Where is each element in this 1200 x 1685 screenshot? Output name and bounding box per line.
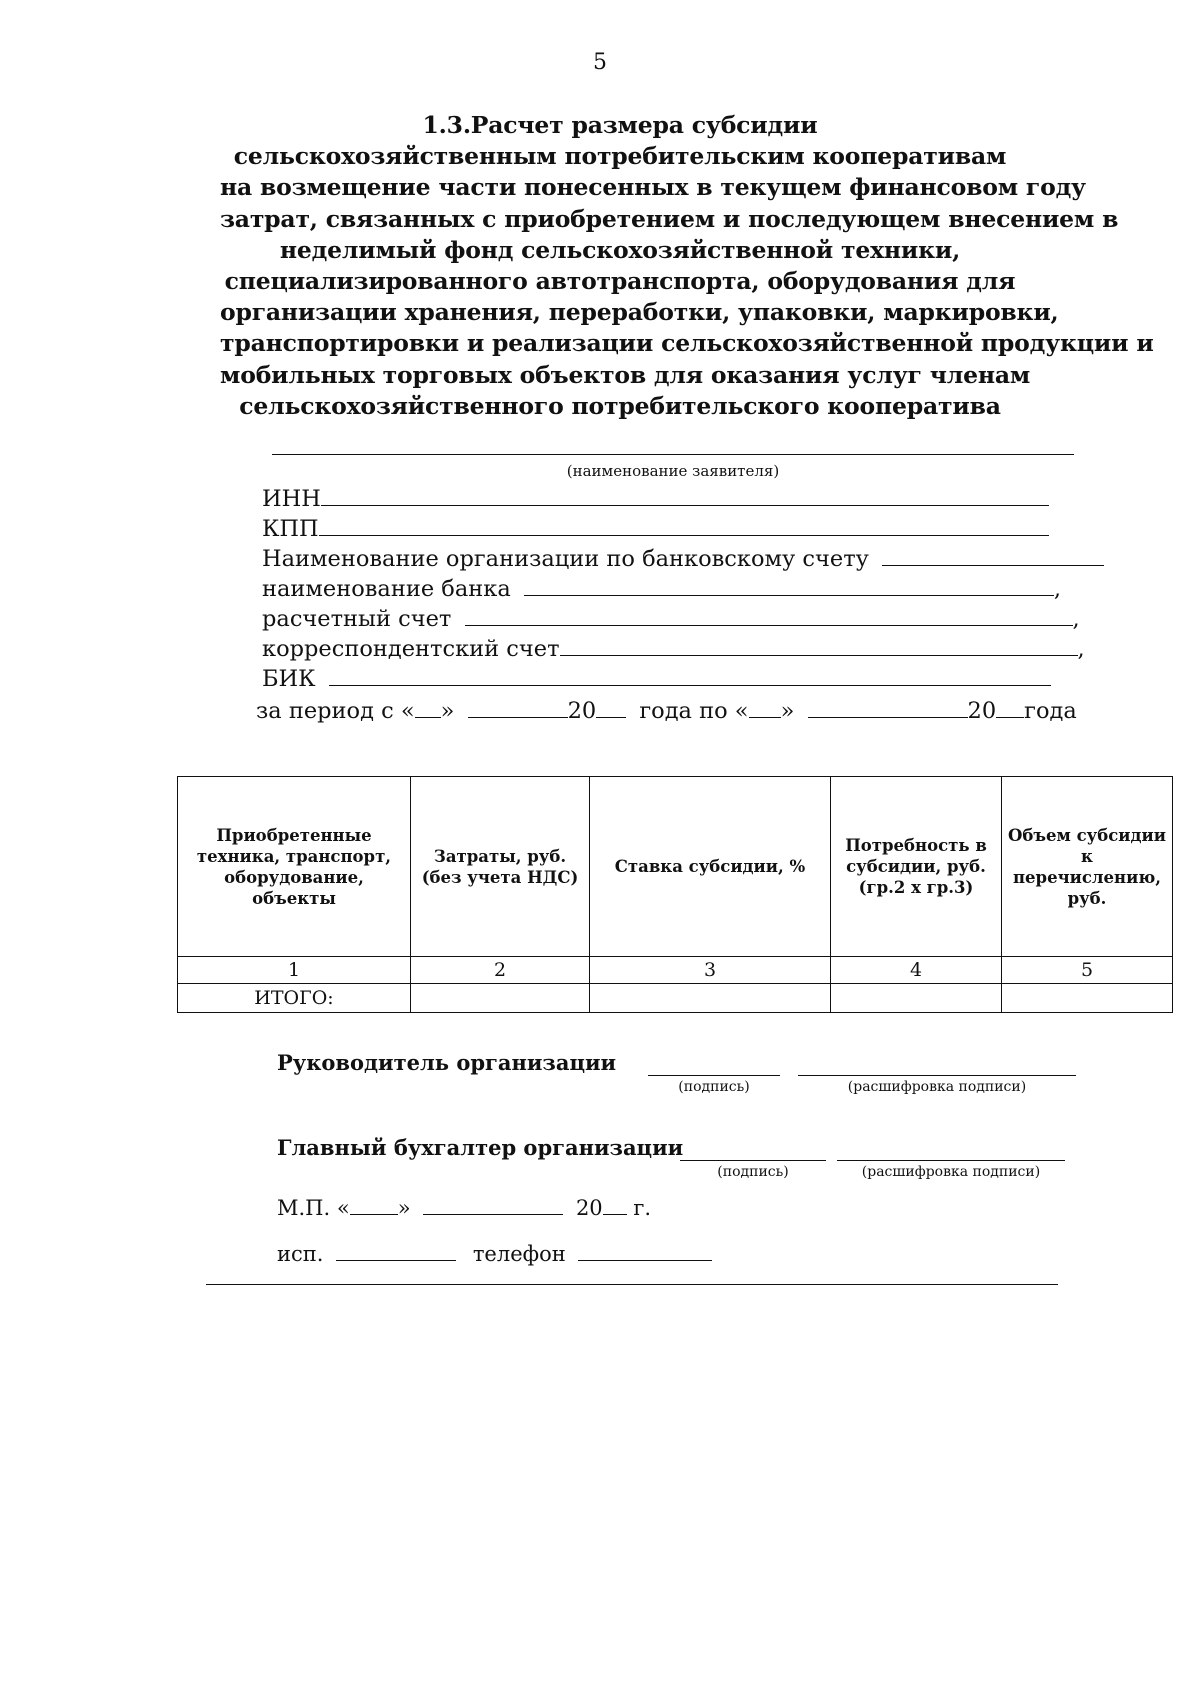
applicant-name-line[interactable] — [272, 454, 1074, 455]
executor-row — [277, 1240, 712, 1266]
chief-signature-line[interactable] — [680, 1160, 826, 1161]
total-cell[interactable] — [411, 984, 590, 1013]
year-prefix: 20 — [967, 698, 997, 724]
chief-accountant-label: Главный бухгалтер организации — [277, 1135, 684, 1160]
decryption-caption: (расшифровка подписи) — [861, 1164, 1041, 1180]
year-suffix: г. — [633, 1196, 652, 1220]
header-cell: Ставка субсидии, % — [590, 777, 831, 957]
title-line: затрат, связанных с приобретением и последующем внесением в — [220, 204, 1119, 233]
stamp-date — [277, 1194, 651, 1220]
period-end-label: года — [1024, 698, 1077, 724]
corr-account-field — [262, 635, 1085, 662]
table-number-row — [178, 957, 1173, 984]
kpp-field — [262, 515, 1049, 542]
stamp-day-input[interactable] — [350, 1194, 398, 1215]
period-to-label: года по « — [639, 698, 749, 724]
quote: » — [397, 1196, 411, 1220]
org-name-field — [262, 545, 1104, 572]
inn-input[interactable] — [321, 485, 1049, 506]
org-name-input[interactable] — [882, 545, 1104, 566]
period-to-month-input[interactable] — [808, 697, 968, 718]
header-cell: Затраты, руб. (без учета НДС) — [411, 777, 590, 957]
decryption-caption: (расшифровка подписи) — [847, 1079, 1027, 1095]
bik-input[interactable] — [329, 665, 1051, 686]
period-to-year-input[interactable] — [996, 697, 1024, 718]
column-number: 1 — [178, 957, 411, 984]
quote: » — [440, 698, 455, 724]
corr-account-input[interactable] — [560, 635, 1078, 656]
head-decryption-line[interactable] — [798, 1075, 1076, 1076]
stamp-month-input[interactable] — [423, 1194, 563, 1215]
column-number: 2 — [411, 957, 590, 984]
title-line: неделимый фонд сельскохозяйственной техники, — [279, 235, 961, 264]
title-line: мобильных торговых объектов для оказания услуг членам — [220, 360, 1031, 389]
bik-label: БИК — [262, 666, 316, 692]
kpp-label: КПП — [262, 516, 319, 542]
head-signature-line[interactable] — [648, 1075, 780, 1076]
header-cell: Потребность в субсидии, руб. (гр.2 х гр.3) — [831, 777, 1002, 957]
phone-input[interactable] — [578, 1240, 712, 1261]
column-number: 5 — [1002, 957, 1173, 984]
corr-account-label: корреспондентский счет — [262, 636, 560, 662]
bank-name-label: наименование банка — [262, 576, 511, 602]
table-total-row — [178, 984, 1173, 1013]
bottom-rule — [206, 1284, 1058, 1285]
column-number: 3 — [590, 957, 831, 984]
title-line: специализированного автотранспорта, оборудования для — [224, 267, 1016, 296]
period-from-year-input[interactable] — [596, 697, 626, 718]
signature-caption: (подпись) — [678, 1079, 750, 1095]
header-cell: Объем субсидии к перечислению, руб. — [1002, 777, 1173, 957]
bank-name-field — [262, 575, 1061, 602]
total-cell[interactable] — [590, 984, 831, 1013]
org-name-label: Наименование организации по банковскому счету — [262, 546, 869, 572]
total-cell[interactable] — [831, 984, 1002, 1013]
signature-caption: (подпись) — [717, 1164, 789, 1180]
inn-field — [262, 485, 1049, 512]
year-prefix: 20 — [567, 698, 597, 724]
header-cell: Приобретенные техника, транспорт, оборудование, объекты — [178, 777, 411, 957]
title-line: сельскохозяйственного потребительского кооператива — [239, 391, 1001, 420]
executor-label: исп. — [277, 1242, 324, 1266]
period-to-day-input[interactable] — [749, 697, 781, 718]
year-prefix: 20 — [575, 1196, 603, 1220]
title-line: организации хранения, переработки, упаковки, маркировки, — [220, 298, 1059, 327]
column-number: 4 — [831, 957, 1002, 984]
chief-decryption-line[interactable] — [837, 1160, 1065, 1161]
subsidy-table — [177, 776, 1173, 1013]
page-number: 5 — [593, 50, 607, 75]
document-title — [220, 110, 1154, 422]
comma: , — [1077, 636, 1085, 662]
head-signature-label: Руководитель организации — [277, 1050, 617, 1075]
applicant-caption: (наименование заявителя) — [566, 462, 780, 480]
inn-label: ИНН — [262, 486, 321, 512]
period-field — [256, 697, 1077, 724]
period-from-day-input[interactable] — [415, 697, 441, 718]
table-header-row — [178, 777, 1173, 957]
stamp-year-input[interactable] — [603, 1194, 627, 1215]
executor-input[interactable] — [336, 1240, 456, 1261]
total-label: ИТОГО: — [178, 984, 411, 1013]
title-line: транспортировки и реализации сельскохозяйственной продукции и — [220, 329, 1154, 358]
period-from-month-input[interactable] — [468, 697, 568, 718]
quote: » — [780, 698, 795, 724]
title-line: на возмещение части понесенных в текущем финансовом году — [220, 173, 1086, 202]
account-field — [262, 605, 1080, 632]
account-label: расчетный счет — [262, 606, 452, 632]
comma: , — [1072, 606, 1080, 632]
account-input[interactable] — [465, 605, 1073, 626]
mp-label: М.П. « — [277, 1196, 350, 1220]
period-from-label: за период с « — [256, 698, 415, 724]
title-line: сельскохозяйственным потребительским кооперативам — [233, 142, 1007, 171]
bank-name-input[interactable] — [524, 575, 1054, 596]
total-cell[interactable] — [1002, 984, 1173, 1013]
kpp-input[interactable] — [319, 515, 1049, 536]
phone-label: телефон — [472, 1242, 566, 1266]
title-line: 1.3.Расчет размера субсидии — [422, 111, 818, 139]
comma: , — [1053, 576, 1062, 602]
bik-field — [262, 665, 1051, 692]
